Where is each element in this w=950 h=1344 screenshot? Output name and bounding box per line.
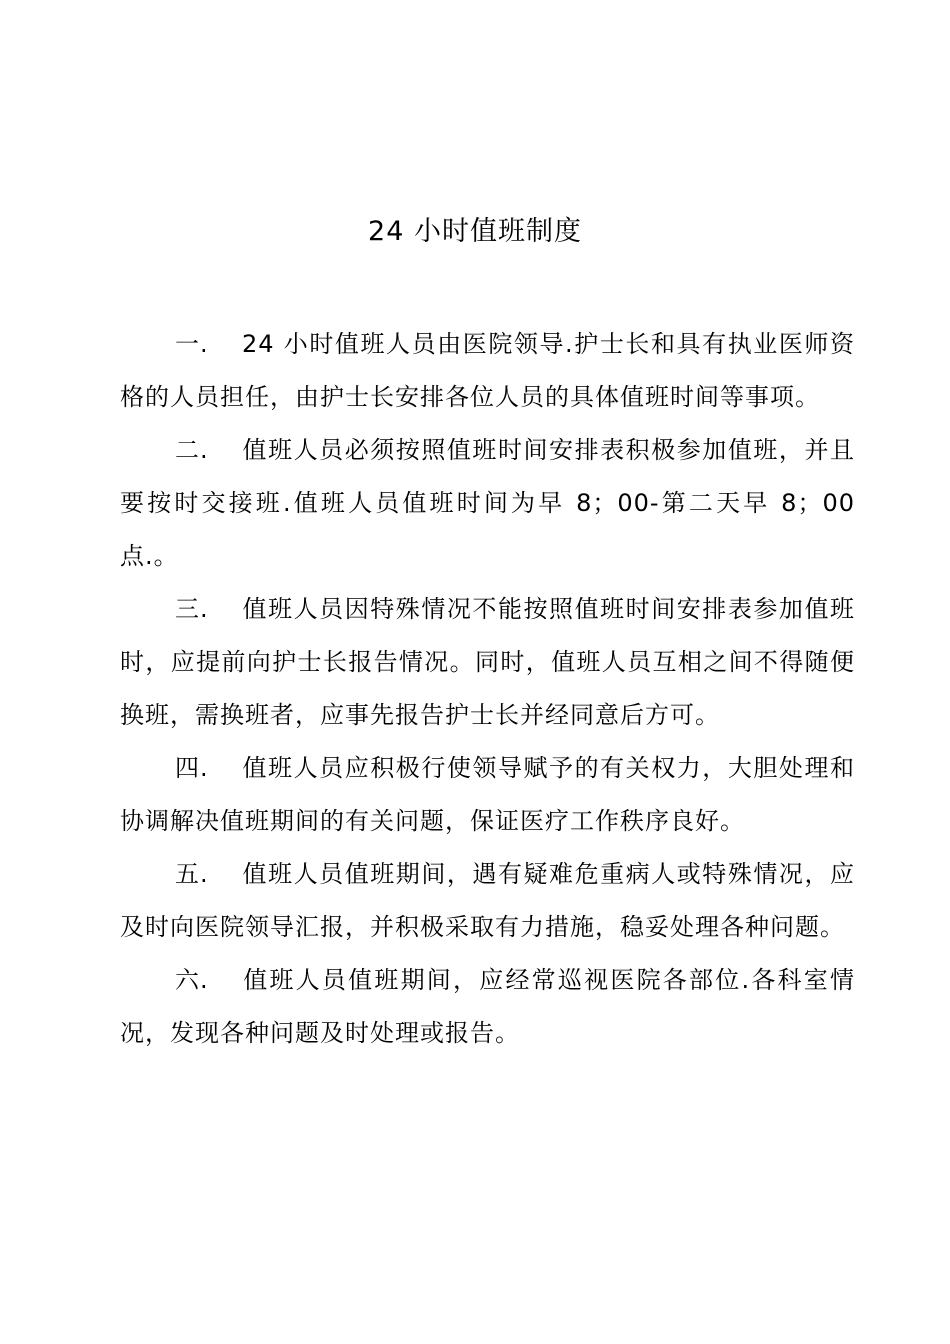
rule-text: 24 小时值班人员由医院领导.护士长和具有执业医师资格的人员担任，由护士长安排各位人员的具体值班时间等事项。 <box>120 330 855 411</box>
rule-text: 值班人员值班期间，遇有疑难危重病人或特殊情况，应及时向医院领导汇报，并积极采取有力措施，稳妥处理各种问题。 <box>120 860 855 941</box>
rule-number: 五. <box>175 860 209 888</box>
rule-number: 三. <box>175 595 209 623</box>
rule-item-3 <box>120 583 855 742</box>
rule-text: 值班人员必须按照值班时间安排表积极参加值班，并且要按时交接班.值班人员值班时间为早 8；00-第二天早 8；00 点.。 <box>120 436 855 570</box>
rule-item-5 <box>120 848 855 954</box>
rule-number: 四. <box>175 754 209 782</box>
rule-item-1 <box>120 318 855 424</box>
rule-item-2 <box>120 424 855 583</box>
rule-number: 二. <box>175 436 209 464</box>
document-body <box>120 318 855 1060</box>
document-title: 24 小时值班制度 <box>368 216 582 247</box>
rule-number: 一. <box>175 330 209 358</box>
rule-item-4 <box>120 742 855 848</box>
rule-text: 值班人员因特殊情况不能按照值班时间安排表参加值班时，应提前向护士长报告情况。同时，值班人员互相之间不得随便换班，需换班者，应事先报告护士长并经同意后方可。 <box>120 595 855 729</box>
rule-item-6 <box>120 954 855 1060</box>
rule-number: 六. <box>175 966 209 994</box>
rule-text: 值班人员应积极行使领导赋予的有关权力，大胆处理和协调解决值班期间的有关问题，保证医疗工作秩序良好。 <box>120 754 855 835</box>
rule-text: 值班人员值班期间，应经常巡视医院各部位.各科室情况，发现各种问题及时处理或报告。 <box>120 966 855 1047</box>
